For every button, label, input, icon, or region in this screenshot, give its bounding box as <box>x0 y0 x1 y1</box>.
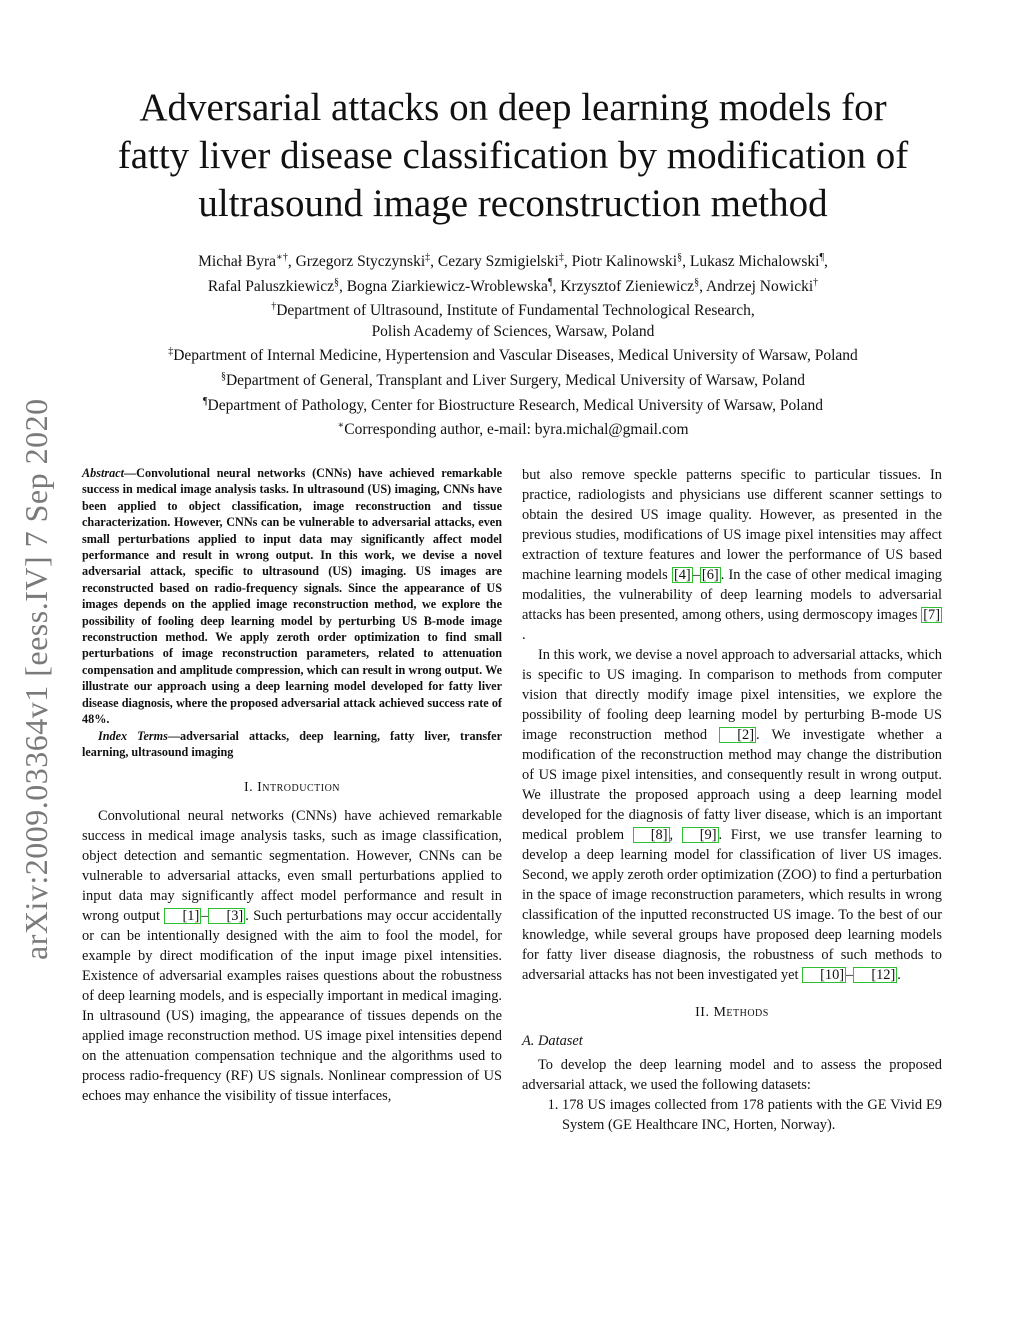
title-line-2: fatty liver disease classification by modification of <box>117 134 909 177</box>
author-name: , Krzysztof Zieniewicz <box>552 277 695 295</box>
author-name: Michał Byra <box>198 253 277 271</box>
author-name: , Lukasz Michalowski <box>682 253 820 271</box>
introduction-paragraph: Convolutional neural networks (CNNs) have achieved remarkable success in medical image analysis tasks, such as image classification, object detection and semantic segmentation. However, CNNs can be vulnerable to adversarial attacks, even small perturbations applied to input data may significantly affect model performance and result in wrong output [1] – [3] . Such perturbations may occur accidentally or can be intentionally designed with the aim to fool the model, for example by direct modification of the input image pixel intensities. Existence of adversarial examples raises questions about the robustness of deep learning models, and is especially important in medical imaging. In ultrasound (US) imaging, the appearance of tissues depends on the applied image reconstruction method. US image pixel intensities depend on the attenuation compensation technique and the algorithms used to process radio-frequency (RF) US signals. Nonlinear compression of US echoes may enhance the visibility of tissue interfaces, <box>82 808 503 1105</box>
citation-link[interactable]: [2] <box>719 727 756 743</box>
citation-link[interactable]: [1] <box>164 908 201 924</box>
index-terms: Index Terms—adversarial attacks, deep learning, fatty liver, transfer learning, ultrasound imaging <box>82 728 502 759</box>
affiliation-mark: ‡ <box>425 252 431 263</box>
subsection-heading-dataset: A. Dataset <box>522 1033 583 1049</box>
author-name: , Andrzej Nowicki <box>699 277 814 295</box>
section-heading-introduction: I. Introduction <box>243 780 341 796</box>
affiliation-mark: ¶ <box>547 276 553 288</box>
right-column <box>522 465 942 1135</box>
introduction-paragraph-continued: but also remove speckle patterns specific to particular tissues. In practice, radiologists and physicians use different scanner settings to obtain the desired US image quality. However, as presented in the previous studies, modifications of US image pixel intensities may affect extraction of texture features and lower the performance of US based machine learning models [4] – [6] . In the case of other medical imaging modalities, the vulnerability of deep learning models to adversarial attacks has been presented, among others, using dermoscopy images [7]. <box>522 467 942 643</box>
abstract: Abstract—Convolutional neural networks (CNNs) have achieved remarkable success in medical image analysis tasks. In ultrasound (US) imaging, CNNs have been applied to object classification, image reconstruction and tissue characterization. However, CNNs can be vulnerable to adversarial attacks, even small perturbations applied to input data may significantly affect model performance and result in wrong output. In this work, we devise a novel adversarial attack, specific to ultrasound (US) imaging. US images are reconstructed based on radio-frequency signals. Since the appearance of US images depends on the applied image reconstruction method, we explore the possibility of fooling deep learning model by perturbing US B-mode image reconstruction method. We apply zeroth order optimization to find small perturbations of image reconstruction parameters, related to attenuation compensation and amplitude compression, which can result in wrong output. We illustrate our approach using a deep learning model developed for fatty liver disease diagnosis, where the proposed adversarial attack achieved success rate of 48%. <box>82 466 502 727</box>
citation-link[interactable]: [7] <box>923 607 940 623</box>
affiliation-mark: § <box>694 276 700 288</box>
title-line-1: Adversarial attacks on deep learning models for <box>139 86 887 129</box>
author-name: Rafal Paluszkiewicz <box>207 277 334 295</box>
author-name: , Grzegorz Styczynski <box>287 253 426 271</box>
author-name: , Piotr Kalinowski <box>563 253 678 271</box>
section-heading-methods: II. Methods <box>695 1005 769 1020</box>
affiliation-mark: † <box>813 276 819 288</box>
introduction-paragraph: In this work, we devise a novel approach to adversarial attacks, which is specific to US imaging. In comparison to methods from computer vision that directly modify image pixel intensities, we explore the possibility of fooling deep learning model by perturbing B-mode US image reconstruction method [2] . We investigate whether a modification of the reconstruction method may change the distribution of US image pixel intensities, and consequently result in wrong output. We illustrate the proposed approach using a deep learning model developed for the diagnosis of fatty liver disease, which is an important medical problem [8] , [9] . First, we use transfer learning to develop a deep learning model for classification of liver US images. Second, we apply zeroth order optimization (ZOO) to find a perturbation in the space of image reconstruction parameters, which results in wrong classification of the inputted reconstructed US image. To the best of our knowledge, while several groups have proposed deep learning models for fatty liver disease diagnosis, the robustness of such methods to adversarial attacks has not been investigated yet [10] – [12] . <box>522 647 943 983</box>
list-item: 1. 178 US images collected from 178 patients with the GE Vivid E9 System (GE Healthcare INC, Horten, Norway). <box>562 1095 942 1135</box>
affiliation-line: ‡Department of Internal Medicine, Hypertension and Vascular Diseases, Medical University of Warsaw, Poland <box>168 346 858 365</box>
affiliation-mark: ∗† <box>276 252 288 263</box>
affiliation-line: †Department of Ultrasound, Institute of Fundamental Technological Research, <box>271 301 755 320</box>
affiliation-mark: § <box>333 276 339 288</box>
dataset-list <box>522 1095 942 1135</box>
citation-link[interactable]: [8] <box>633 827 670 843</box>
author-block <box>80 248 946 441</box>
affiliation-mark: § <box>677 252 683 263</box>
author-separator: , <box>823 253 828 271</box>
affiliation-line: Polish Academy of Sciences, Warsaw, Poland <box>371 322 655 340</box>
affiliation-line: §Department of General, Transplant and Liver Surgery, Medical University of Warsaw, Poland <box>220 371 805 390</box>
methods-paragraph: To develop the deep learning model and to assess the proposed adversarial attack, we used the following datasets: <box>522 1057 942 1093</box>
arxiv-identifier: arXiv:2009.03364v1 [eess.IV] 7 Sep 2020 <box>18 398 54 960</box>
affiliation-mark: ¶ <box>819 252 824 263</box>
left-column <box>82 465 502 1106</box>
corresponding-author-line: ∗Corresponding author, e-mail: byra.michal@gmail.com <box>337 420 689 439</box>
citation-link[interactable]: [4] <box>673 567 691 583</box>
author-name: , Bogna Ziarkiewicz-Wroblewska <box>338 277 548 295</box>
citation-link[interactable]: [12] <box>853 967 897 983</box>
citation-link[interactable]: [6] <box>701 567 719 583</box>
citation-link[interactable]: [10] <box>802 967 846 983</box>
citation-link[interactable]: [9] <box>682 827 719 843</box>
author-name: , Cezary Szmigielski <box>430 253 559 271</box>
citation-link[interactable]: [3] <box>208 908 245 924</box>
affiliation-line: ¶Department of Pathology, Center for Biostructure Research, Medical University of Warsaw, Poland <box>203 395 823 414</box>
author-line-1 <box>80 248 946 273</box>
title-line-3: ultrasound image reconstruction method <box>198 182 828 225</box>
paper-title <box>80 84 946 228</box>
affiliation-mark: ‡ <box>558 252 564 263</box>
author-line-2 <box>80 273 946 298</box>
